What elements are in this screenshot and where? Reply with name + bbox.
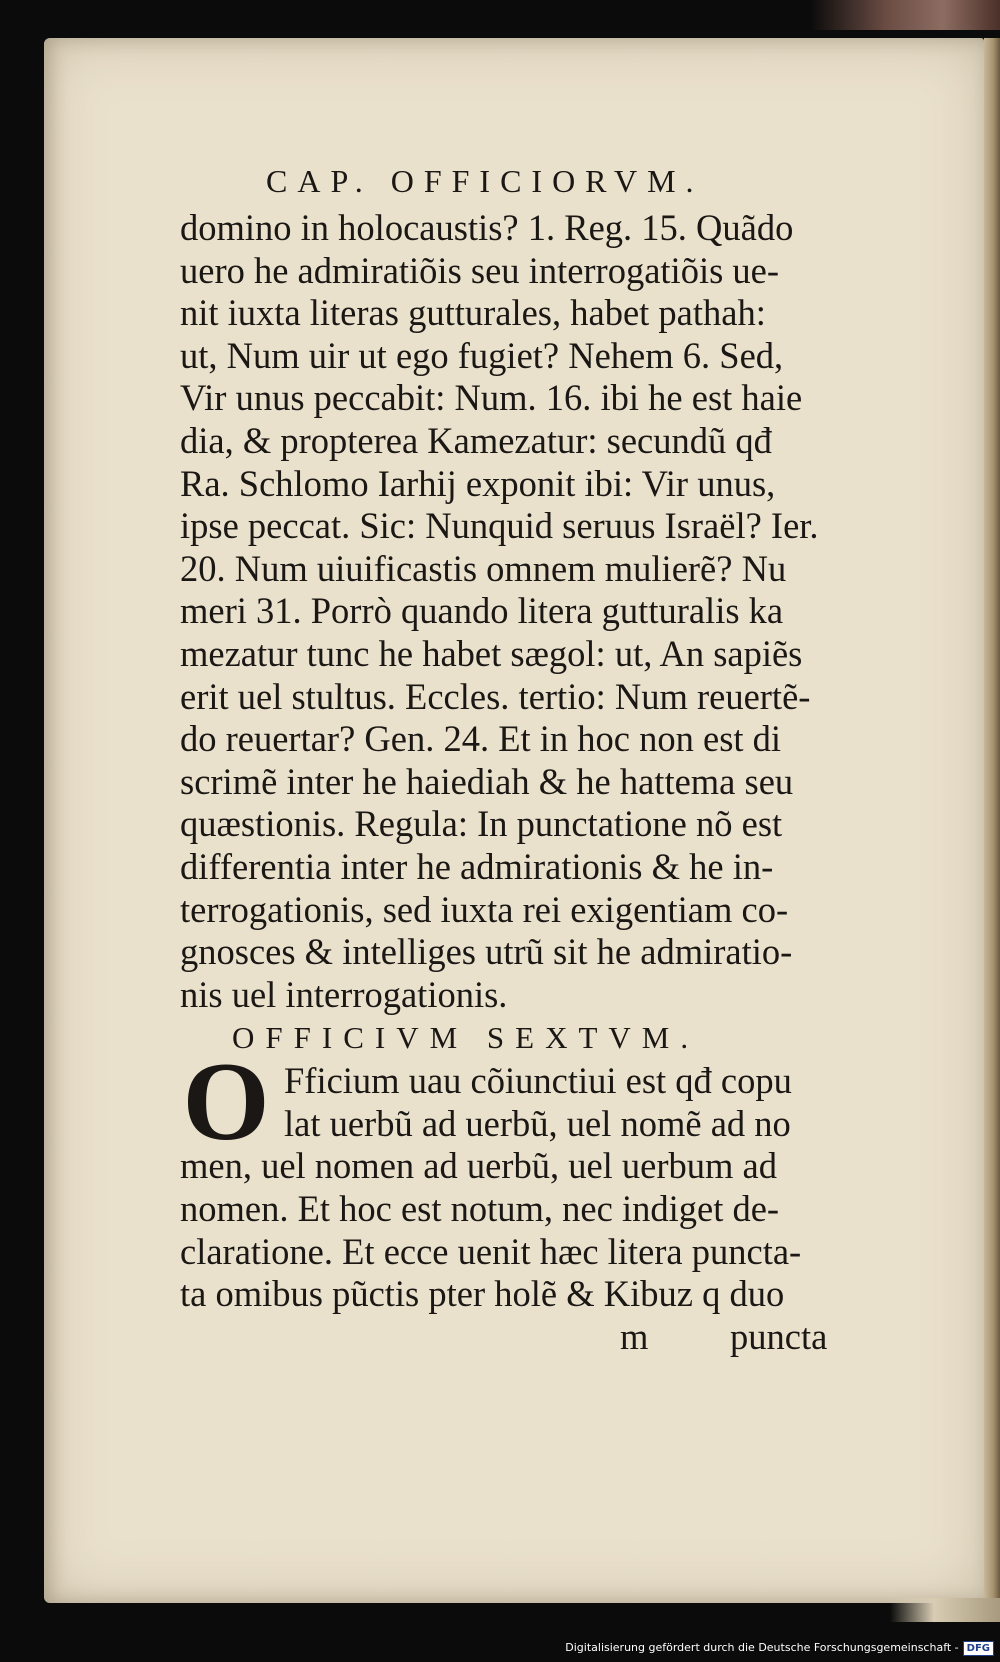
digitization-credit xyxy=(565,1639,994,1657)
signature-mark: m xyxy=(620,1315,649,1357)
text-line: claratione. Et ecce uenit hæc litera puncta- xyxy=(180,1230,802,1272)
text-line: domino in holocaustis? 1. Reg. 15. Quãdo xyxy=(180,207,794,248)
drop-initial: O xyxy=(182,1040,270,1165)
page-text xyxy=(180,155,895,1358)
text-line: uero he admiratiõis seu interrogatiõis ue- xyxy=(180,249,780,291)
text-line: dia, & propterea Kamezatur: secundũ qđ xyxy=(180,419,772,461)
text-line: lat uerbũ ad uerbũ, uel nomẽ ad no xyxy=(284,1102,791,1144)
text-line: men, uel nomen ad uerbũ, uel uerbum ad xyxy=(180,1145,777,1187)
text-line: mezatur tunc he habet sægol: ut, An sapiẽs xyxy=(180,632,803,674)
text-line: terrogationis, sed iuxta rei exigentiam co- xyxy=(180,888,789,930)
text-line: erit uel stultus. Eccles. tertio: Num reuertẽ- xyxy=(180,675,811,717)
initial-paragraph xyxy=(180,1040,895,1165)
book-corner-top xyxy=(810,0,1000,30)
page-edge xyxy=(984,38,1000,1603)
text-line: gnosces & intelliges utrũ sit he admiratio- xyxy=(180,931,793,973)
running-header: CAP. OFFICIORVM. xyxy=(266,163,704,199)
page-footer-line xyxy=(620,1316,895,1359)
text-line: scrimẽ inter he haiediah & he hattema seu xyxy=(180,760,794,802)
credit-text: Digitalisierung gefördert durch die Deutsche Forschungsgemeinschaft - xyxy=(565,1641,959,1654)
text-line: differentia inter he admirationis & he in- xyxy=(180,845,774,887)
text-line: quæstionis. Regula: In punctatione nõ est xyxy=(180,803,783,845)
text-line: ut, Num uir ut ego fugiet? Nehem 6. Sed, xyxy=(180,334,784,376)
text-line: meri 31. Porrò quando litera gutturalis ka xyxy=(180,590,784,632)
text-line: Ra. Schlomo Iarhij exponit ibi: Vir unus, xyxy=(180,462,776,504)
section-title: OFFICIVM SEXTVM. xyxy=(232,1020,700,1056)
book-corner-bottom xyxy=(890,1598,1000,1622)
text-line: ta omibus pũctis pter holẽ & Kibuz q duo xyxy=(180,1273,785,1315)
text-line: ipse peccat. Sic: Nunquid seruus Israël? Ier. xyxy=(180,505,819,547)
text-line: 20. Num uiuificastis omnem mulierẽ? Nu xyxy=(180,547,787,589)
text-line: nit iuxta literas gutturales, habet pathah: xyxy=(180,292,766,334)
text-line: nomen. Et hoc est notum, nec indiget de- xyxy=(180,1188,780,1230)
text-line: Fficium uau cõiunctiui est qđ copu xyxy=(284,1060,792,1102)
text-line: Vir unus peccabit: Num. 16. ibi he est haie xyxy=(180,377,803,419)
text-line: nis uel interrogationis. xyxy=(180,973,508,1015)
dfg-logo: DFG xyxy=(963,1641,994,1656)
text-line: do reuertar? Gen. 24. Et in hoc non est di xyxy=(180,718,782,760)
catchword: puncta xyxy=(730,1315,828,1357)
